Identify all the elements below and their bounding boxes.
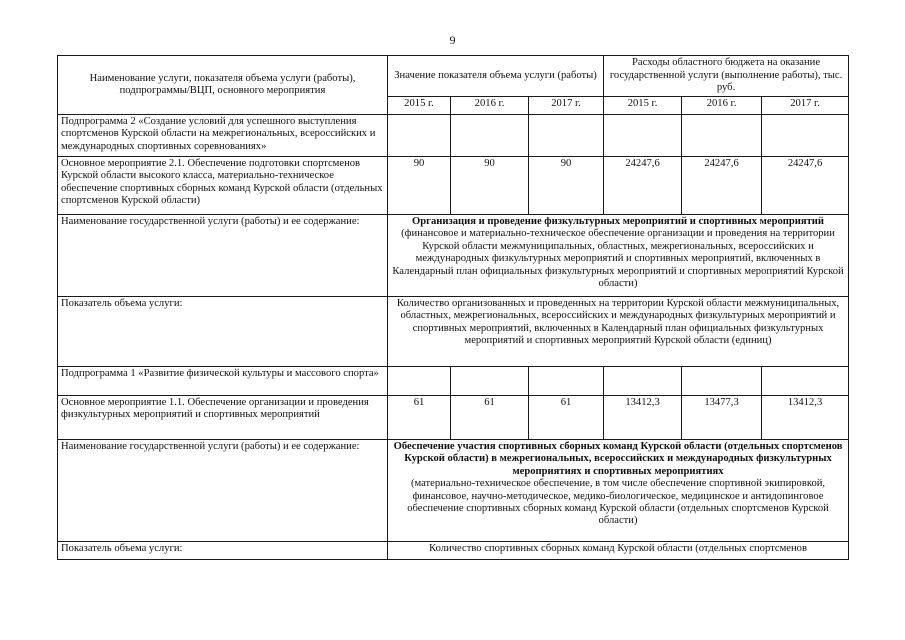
year-cell: 2015 г.	[388, 97, 451, 115]
indicator-1-row	[58, 297, 849, 367]
header-name-cell: Наименование услуги, показателя объема услуги (работы), подпрограммы/ВЦП, основного мероприятия	[58, 56, 388, 115]
event-1-1-row	[58, 396, 849, 440]
value-cell: 90	[451, 157, 529, 215]
subprogram-2-name: Подпрограмма 2 «Создание условий для успешного выступления спортсменов Курской области на межрегиональных, всероссийских и международных спортивных соревнованиях»	[58, 115, 388, 157]
service-2-content	[388, 440, 849, 542]
empty-cell	[604, 367, 682, 396]
event-1-1-name: Основное мероприятие 1.1. Обеспечение организации и проведения физкультурных мероприятий и спортивных мероприятий	[58, 396, 388, 440]
value-cell: 90	[529, 157, 604, 215]
service-2-row	[58, 440, 849, 542]
value-cell: 61	[529, 396, 604, 440]
empty-cell	[604, 115, 682, 157]
empty-cell	[529, 115, 604, 157]
service-1-content	[388, 215, 849, 297]
subprogram-2-row	[58, 115, 849, 157]
indicator-2-text: Количество спортивных сборных команд Курской области (отдельных спортсменов	[388, 542, 849, 560]
value-cell: 13412,3	[762, 396, 849, 440]
value-cell: 24247,6	[762, 157, 849, 215]
service-1-row	[58, 215, 849, 297]
indicator-2-label: Показатель объема услуги:	[58, 542, 388, 560]
header-expense-group: Расходы областного бюджета на оказание государственной услуги (выполнение работы), тыс. руб.	[604, 56, 849, 97]
indicator-2-row	[58, 542, 849, 560]
service-1-label: Наименование государственной услуги (работы) и ее содержание:	[58, 215, 388, 297]
subprogram-1-row	[58, 367, 849, 396]
empty-cell	[682, 367, 762, 396]
event-2-1-row	[58, 157, 849, 215]
empty-cell	[529, 367, 604, 396]
value-cell: 61	[388, 396, 451, 440]
year-cell: 2016 г.	[451, 97, 529, 115]
year-cell: 2015 г.	[604, 97, 682, 115]
value-cell: 24247,6	[682, 157, 762, 215]
value-cell: 13477,3	[682, 396, 762, 440]
year-cell: 2017 г.	[529, 97, 604, 115]
budget-table	[57, 55, 849, 560]
year-cell: 2017 г.	[762, 97, 849, 115]
value-cell: 90	[388, 157, 451, 215]
event-2-1-name: Основное мероприятие 2.1. Обеспечение подготовки спортсменов Курской области высокого класса, материально-техническое обеспечение спортивных сборных команд Курской области (отдельных спортсменов Курской области)	[58, 157, 388, 215]
service-1-title: Организация и проведение физкультурных мероприятий и спортивных мероприятий	[412, 216, 824, 227]
indicator-1-text: Количество организованных и проведенных на территории Курской области межмуниципальных, областных, межрегиональных, всероссийских и международных физкультурных мероприятий и спортивных мероприятий, включенных в Календарный план официальных физкультурных мероприятий и спортивных мероприятий Курской области (единиц)	[388, 297, 849, 367]
subprogram-1-name: Подпрограмма 1 «Развитие физической культуры и массового спорта»	[58, 367, 388, 396]
year-cell: 2016 г.	[682, 97, 762, 115]
service-2-description: (материально-техническое обеспечение, в том числе обеспечение спортивной экипировкой, финансовое, научно-методическое, медико-биологическое, медицинское и антидопинговое обеспечение спортивных сборных команд Курской области (отдельных спортсменов Курской области)	[407, 478, 829, 527]
header-volume-group: Значение показателя объема услуги (работы)	[388, 56, 604, 97]
indicator-1-label: Показатель объема услуги:	[58, 297, 388, 367]
service-2-title: Обеспечение участия спортивных сборных команд Курской области (отдельных спортсменов Курской области) в межрегиональных, всероссийских и международных физкультурных мероприятиях и спортивных мероприятиях	[393, 441, 843, 477]
empty-cell	[388, 115, 451, 157]
service-2-label: Наименование государственной услуги (работы) и ее содержание:	[58, 440, 388, 542]
value-cell: 61	[451, 396, 529, 440]
header-row-1	[58, 56, 849, 97]
empty-cell	[762, 367, 849, 396]
value-cell: 13412,3	[604, 396, 682, 440]
empty-cell	[682, 115, 762, 157]
empty-cell	[388, 367, 451, 396]
service-1-description: (финансовое и материально-техническое обеспечение организации и проведения на территории Курской области межмуниципальных, областных, межрегиональных, всероссийских и международных физкультурных мероприятий и спортивных мероприятий, включенных в Календарный план официальных физкультурных мероприятий и спортивных мероприятий Курской области)	[392, 228, 844, 290]
empty-cell	[451, 115, 529, 157]
page-number: 9	[449, 33, 456, 47]
empty-cell	[762, 115, 849, 157]
value-cell: 24247,6	[604, 157, 682, 215]
empty-cell	[451, 367, 529, 396]
